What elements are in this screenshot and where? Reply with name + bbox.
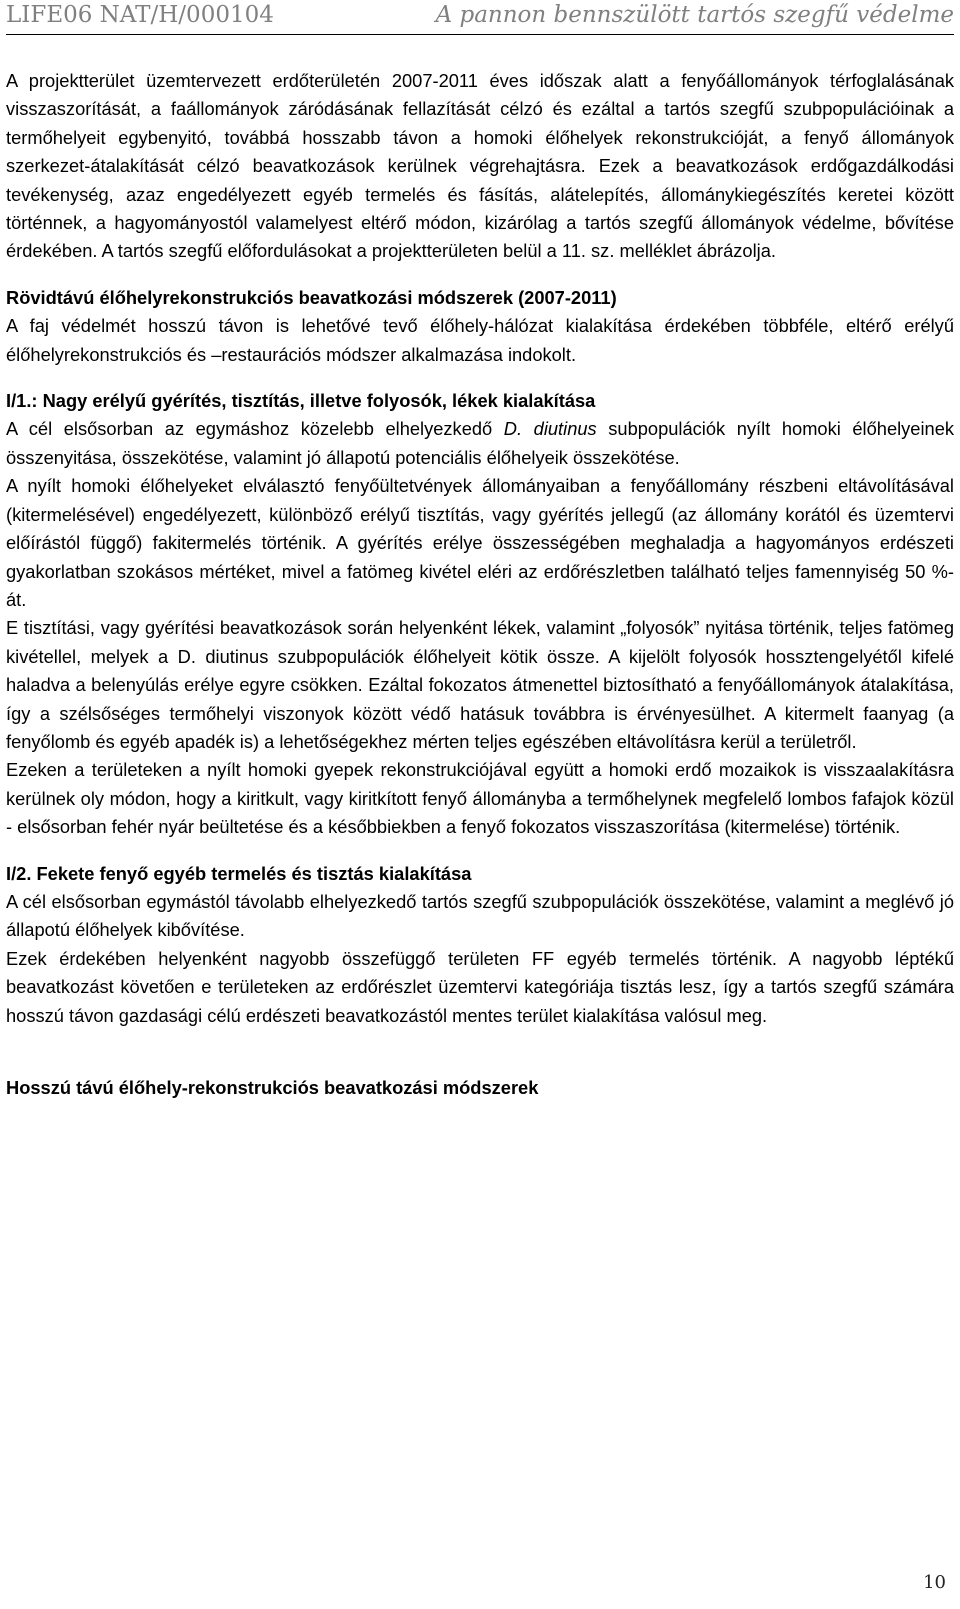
section-paragraph: E tisztítási, vagy gyérítési beavatkozások során helyenként lékek, valamint „folyosók” nyitása történik, teljes fatömeg kivétellel, melyek a D. diutinus szubpopulációk élőhelyeit kötik össze. A kijelölt folyosók hossztengelyétől kifelé haladva a belenyúlás erélye egyre csökken. Ezáltal fokozatos átmenettel biztosítható a fenyőállományok átalakítása, így a szélsőséges termőhelyi viszonyok között védő hatásuk továbbra is érvényesülhet. A kitermelt faanyag (a fenyőlomb és egyéb apadék is) a lehetőségekhez mérten teljes egészében eltávolításra kerül a területről. — [6, 617, 954, 752]
intro-paragraph: A projektterület üzemtervezett erdőterületén 2007-2011 éves időszak alatt a fenyőállományok térfoglalásának visszaszorítását, a faállományok záródásának fellazítását célzó és ezáltal a tartós szegfű szubpopulációinak a termőhelyeit egybenyitó, továbbá hosszabb távon a homoki élőhelyek rekonstrukcióját, a fenyő állományok szerkezet-átalakítását célzó beavatkozások kerülnek végrehajtásra. Ezek a beavatkozások erdőgazdálkodási tevékenység, azaz engedélyezett egyéb termelés és fásítás, alátelepítés, állománykiegészítés keretei között történnek, a hagyományostól valamelyest eltérő módon, kizárólag a tartós szegfű állományok védelme, bővítése érdekében. A tartós szegfű előfordulásokat a projektterületen belül a 11. sz. melléklet ábrázolja. — [6, 70, 954, 262]
page-number: 10 — [923, 1572, 946, 1593]
section-paragraph: A cél elsősorban egymástól távolabb elhelyezkedő tartós szegfű szubpopulációk összekötése, valamint a meglévő jó állapotú élőhelyek kibővítése. — [6, 890, 954, 941]
page-body — [6, 67, 954, 1102]
section-paragraph: A cél elsősorban az egymáshoz közelebb elhelyezkedő D. diutinus subpopulációk nyílt homoki élőhelyeinek összenyitása, összekötése, valamint jó állapotú potenciális élőhelyeik összekötése. — [6, 418, 955, 468]
section-heading-i2: I/2. Fekete fenyő egyéb termelés és tisztás kialakítása — [6, 862, 472, 884]
section-heading-i1: I/1.: Nagy erélyű gyérítés, tisztítás, illetve folyosók, lékek kialakítása — [6, 390, 596, 412]
section-paragraph: Ezek érdekében helyenként nagyobb összefüggő területen FF egyéb termelés történik. A nagyobb léptékű beavatkozást követően e területeken az erdőrészlet üzemtervi kategóriája tisztás lesz, így a tartós szegfű számára hosszú távon gazdasági célú erdészeti beavatkozástól mentes terület kialakítása valósul meg. — [6, 947, 954, 1026]
page-header — [6, 0, 954, 35]
section-paragraph: A nyílt homoki élőhelyeket elválasztó fenyőültetvények állományaiban a fenyőállomány részbeni eltávolításával (kitermelésével) engedélyezett, különböző erélyű tisztítás, vagy gyérítés jellegű (az állomány korától és üzemtervi előírástól függő) fakitermelés történik. A gyérítés erélye összességében meghaladja a hagyományos erdészeti gyakorlatban szokásos mértéket, mivel a fatömeg kivétel eléri az erdőrészletben található teljes famennyiség 50 %-át. — [6, 475, 954, 610]
section-paragraph: A faj védelmét hosszú távon is lehetővé tevő élőhely-hálózat kialakítása érdekében többféle, eltérő erélyű élőhelyrekonstrukciós és –restaurációs módszer alkalmazása indokolt. — [6, 315, 954, 365]
project-code: LIFE06 NAT/H/000104 — [6, 2, 274, 28]
section-heading-short-term: Rövidtávú élőhelyrekonstrukciós beavatkozási módszerek (2007-2011) — [6, 286, 617, 308]
header-title: A pannon bennszülött tartós szegfű védelme — [435, 2, 954, 28]
section-heading-long-term: Hosszú távú élőhely-rekonstrukciós beavatkozási módszerek — [6, 1077, 539, 1098]
section-paragraph: Ezeken a területeken a nyílt homoki gyepek rekonstrukciójával együtt a homoki erdő mozaikok is visszaalakításra kerülnek oly módon, hogy a kiritkult, vagy kiritkított fenyő állományba a termőhelynek megfelelő lombos fafajok közül - elsősorban fehér nyár beültetése és a későbbiekben a fenyő fokozatos visszaszorítása (kitermelése) történik. — [6, 759, 954, 838]
species-name: D. diutinus — [503, 418, 597, 440]
